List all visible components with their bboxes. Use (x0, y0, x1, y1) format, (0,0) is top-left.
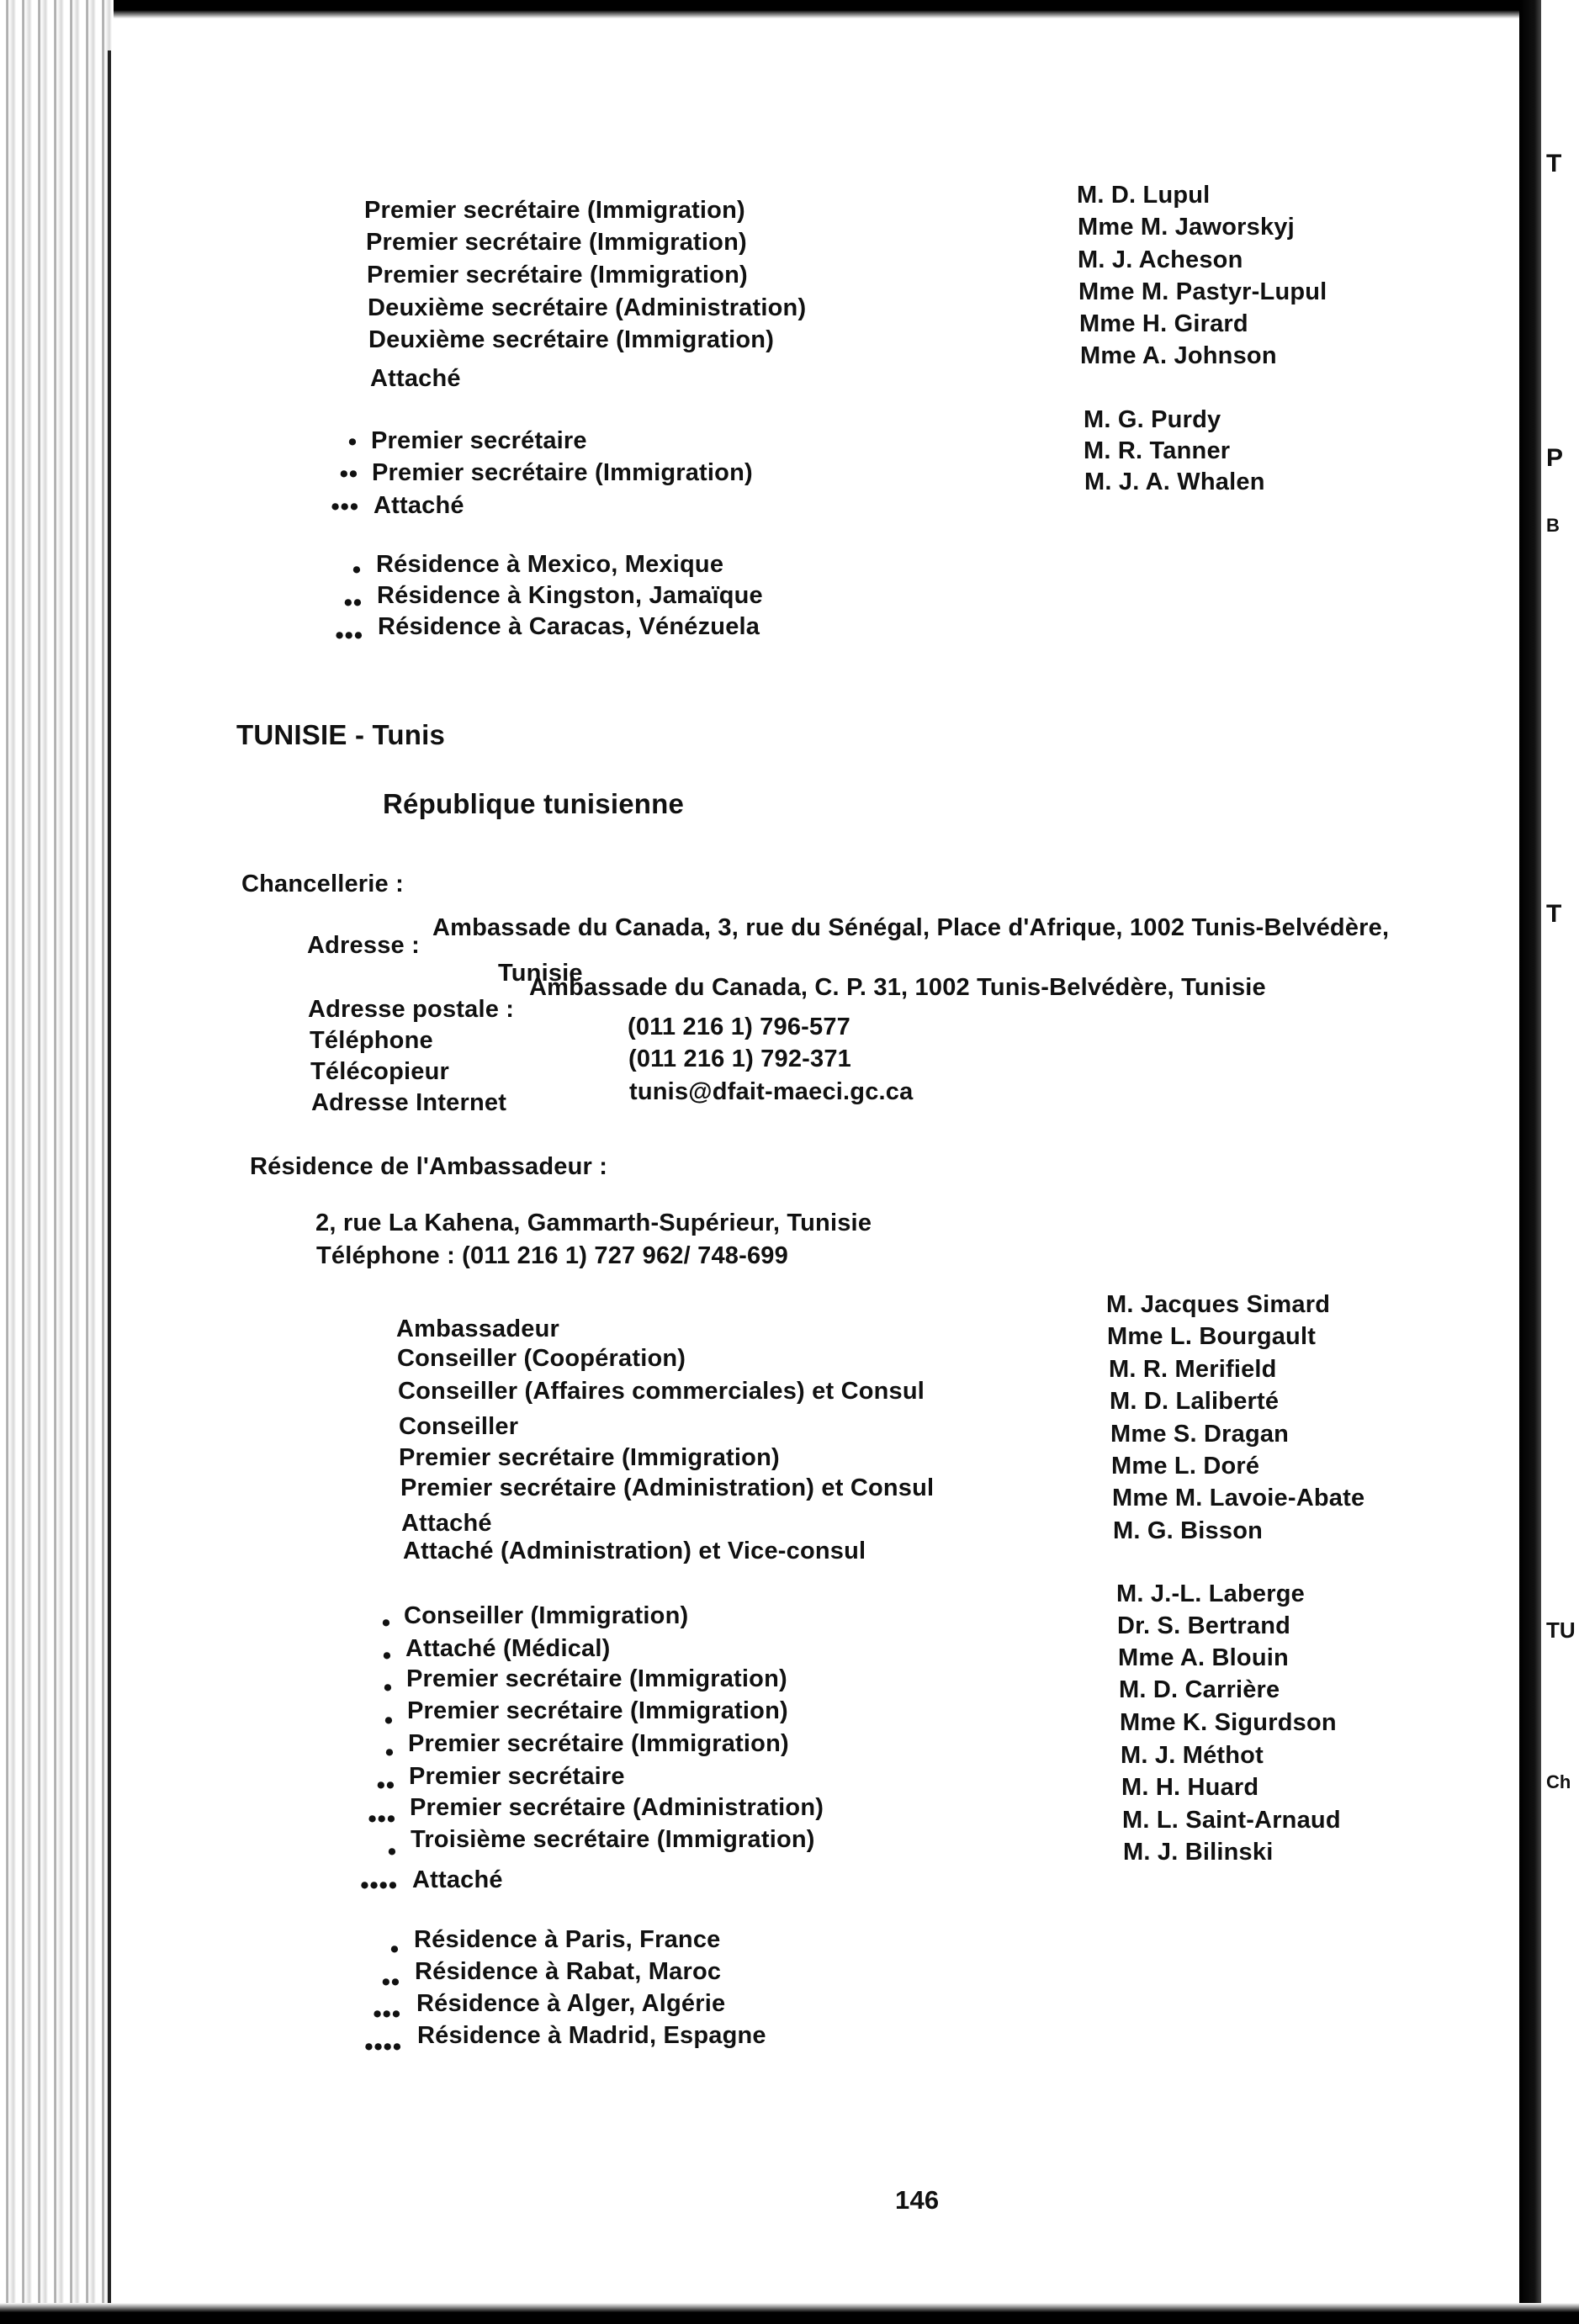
staff-title: Attaché (401, 1510, 492, 1537)
footnote-marker: ••• (373, 2001, 401, 2028)
staff-title: Premier secrétaire (Immigration) (366, 229, 747, 256)
staff-title: Troisième secrétaire (Immigration) (411, 1826, 815, 1853)
staff-name: M. J. Méthot (1121, 1742, 1264, 1769)
staff-title: Attaché (412, 1866, 503, 1893)
staff-title: Premier secrétaire (409, 1763, 625, 1790)
adjacent-page-fragment: TU (1546, 1617, 1576, 1643)
staff-title: Conseiller (Coopération) (397, 1345, 686, 1372)
staff-title: Premier secrétaire (371, 427, 587, 454)
staff-name: M. R. Tanner (1084, 437, 1231, 464)
scan-book-gutter (1519, 0, 1541, 2324)
footnote-marker: • (382, 1643, 392, 1670)
contact-label: Adresse Internet (311, 1089, 507, 1116)
footnote-marker: • (384, 1707, 394, 1734)
adjacent-page-fragment: T (1546, 150, 1562, 177)
contact-label: Téléphone (310, 1027, 433, 1054)
contact-value: tunis@dfait-maeci.gc.ca (629, 1078, 914, 1105)
staff-name: Mme M. Pastyr-Lupul (1078, 278, 1327, 305)
adjacent-page-fragment: Ch (1546, 1771, 1571, 1792)
staff-title: Premier secrétaire (Immigration) (367, 262, 748, 289)
residence-note: Résidence à Paris, France (414, 1926, 721, 1953)
staff-title: Premier secrétaire (Immigration) (399, 1444, 780, 1471)
staff-title: Premier secrétaire (Administration) (410, 1794, 824, 1821)
staff-name: Mme A. Johnson (1080, 342, 1277, 369)
staff-name: M. J. A. Whalen (1084, 469, 1265, 495)
staff-name: M. J. Bilinski (1123, 1839, 1274, 1866)
residence-note: Résidence à Madrid, Espagne (417, 2022, 766, 2049)
staff-name: M. Jacques Simard (1106, 1291, 1331, 1318)
adjacent-page-fragment: B (1546, 515, 1560, 536)
staff-name: M. L. Saint-Arnaud (1122, 1807, 1341, 1834)
staff-name: M. J. Acheson (1078, 246, 1243, 273)
postal-address-label: Adresse postale : (308, 996, 515, 1023)
staff-title: Premier secrétaire (Immigration) (408, 1730, 789, 1757)
residence-note: Résidence à Mexico, Mexique (376, 551, 724, 578)
staff-title: Deuxième secrétaire (Immigration) (368, 326, 775, 353)
scan-top-edge (0, 0, 1579, 19)
section-title: TUNISIE - Tunis (236, 719, 446, 750)
staff-title: Attaché (370, 365, 461, 392)
footnote-marker: • (389, 1936, 400, 1963)
footnote-marker: • (387, 1839, 397, 1866)
staff-name: Mme L. Doré (1111, 1453, 1260, 1480)
staff-title: Attaché (Administration) et Vice-consul (403, 1538, 866, 1564)
adjacent-page-fragment: T (1546, 900, 1562, 928)
staff-title: Premier secrétaire (Immigration) (372, 459, 753, 486)
staff-name: Mme A. Blouin (1118, 1644, 1289, 1671)
contact-value: (011 216 1) 796-577 (628, 1014, 851, 1040)
section-subtitle: République tunisienne (383, 788, 685, 819)
footnote-marker: •••• (364, 2034, 402, 2061)
footnote-marker: •• (339, 461, 358, 488)
staff-title: Premier secrétaire (Immigration) (407, 1697, 788, 1724)
adjacent-page-fragment: P (1546, 444, 1564, 472)
footnote-marker: • (352, 557, 362, 584)
footnote-marker: • (384, 1739, 395, 1766)
residence-address: 2, rue La Kahena, Gammarth-Supérieur, Tunisie (315, 1210, 872, 1236)
staff-name: M. D. Laliberté (1110, 1388, 1280, 1415)
staff-name: Mme S. Dragan (1110, 1421, 1290, 1448)
residence-note: Résidence à Kingston, Jamaïque (377, 582, 763, 609)
adjacent-page-edge (1541, 0, 1579, 2324)
footnote-marker: •• (343, 590, 363, 617)
footnote-marker: • (383, 1675, 393, 1702)
staff-name: M. J.-L. Laberge (1116, 1580, 1305, 1607)
staff-title: Conseiller (Immigration) (404, 1602, 689, 1629)
staff-title: Premier secrétaire (Immigration) (364, 197, 745, 224)
staff-name: Mme H. Girard (1079, 310, 1248, 337)
address-value: Tunisie (498, 960, 583, 987)
staff-name: M. D. Lupul (1077, 182, 1211, 209)
staff-title: Conseiller (399, 1413, 519, 1440)
staff-name: Mme L. Bourgault (1107, 1323, 1317, 1350)
contact-value: (011 216 1) 792-371 (628, 1046, 852, 1072)
staff-name: Dr. S. Bertrand (1117, 1612, 1291, 1639)
staff-title: Attaché (374, 492, 464, 519)
footnote-marker: •••• (360, 1872, 398, 1899)
chancery-label: Chancellerie : (241, 871, 404, 897)
staff-name: M. G. Purdy (1084, 406, 1221, 433)
address-value: Ambassade du Canada, 3, rue du Sénégal, Place d'Afrique, 1002 Tunis-Belvédère, (432, 914, 1390, 941)
footnote-marker: ••• (331, 494, 359, 521)
staff-title: Attaché (Médical) (405, 1635, 611, 1662)
footnote-marker: ••• (335, 622, 363, 649)
staff-title: Premier secrétaire (Administration) et Consul (400, 1474, 935, 1501)
residence-note: Résidence à Alger, Algérie (416, 1990, 726, 2017)
staff-name: Mme M. Lavoie-Abate (1112, 1485, 1365, 1511)
staff-name: M. R. Merifield (1109, 1356, 1277, 1383)
staff-title: Deuxième secrétaire (Administration) (368, 294, 807, 321)
footnote-marker: • (381, 1610, 391, 1637)
staff-title: Premier secrétaire (Immigration) (406, 1665, 787, 1692)
staff-name: Mme K. Sigurdson (1120, 1709, 1337, 1736)
footnote-marker: • (347, 429, 358, 456)
scan-page-stack-edge (0, 0, 114, 2324)
page-number: 146 (895, 2185, 940, 2215)
footnote-marker: •• (376, 1772, 395, 1799)
residence-phone: Téléphone : (011 216 1) 727 962/ 748-699 (316, 1242, 788, 1269)
postal-address-value: Ambassade du Canada, C. P. 31, 1002 Tunis-Belvédère, Tunisie (529, 974, 1266, 1001)
staff-name: Mme M. Jaworskyj (1078, 214, 1295, 241)
scan-bottom-edge (0, 2303, 1579, 2324)
residence-label: Résidence de l'Ambassadeur : (250, 1153, 608, 1180)
footnote-marker: •• (381, 1969, 400, 1996)
staff-name: M. H. Huard (1121, 1774, 1259, 1801)
footnote-marker: ••• (368, 1806, 396, 1833)
residence-note: Résidence à Caracas, Vénézuela (378, 613, 760, 640)
staff-name: M. G. Bisson (1113, 1517, 1264, 1544)
staff-title: Conseiller (Affaires commerciales) et Consul (398, 1378, 925, 1405)
staff-title: Ambassadeur (396, 1316, 559, 1342)
scan-page-border (108, 50, 111, 2305)
address-label: Adresse : (307, 932, 420, 959)
residence-note: Résidence à Rabat, Maroc (415, 1958, 722, 1985)
contact-label: Télécopieur (310, 1058, 449, 1085)
staff-name: M. D. Carrière (1119, 1676, 1280, 1703)
